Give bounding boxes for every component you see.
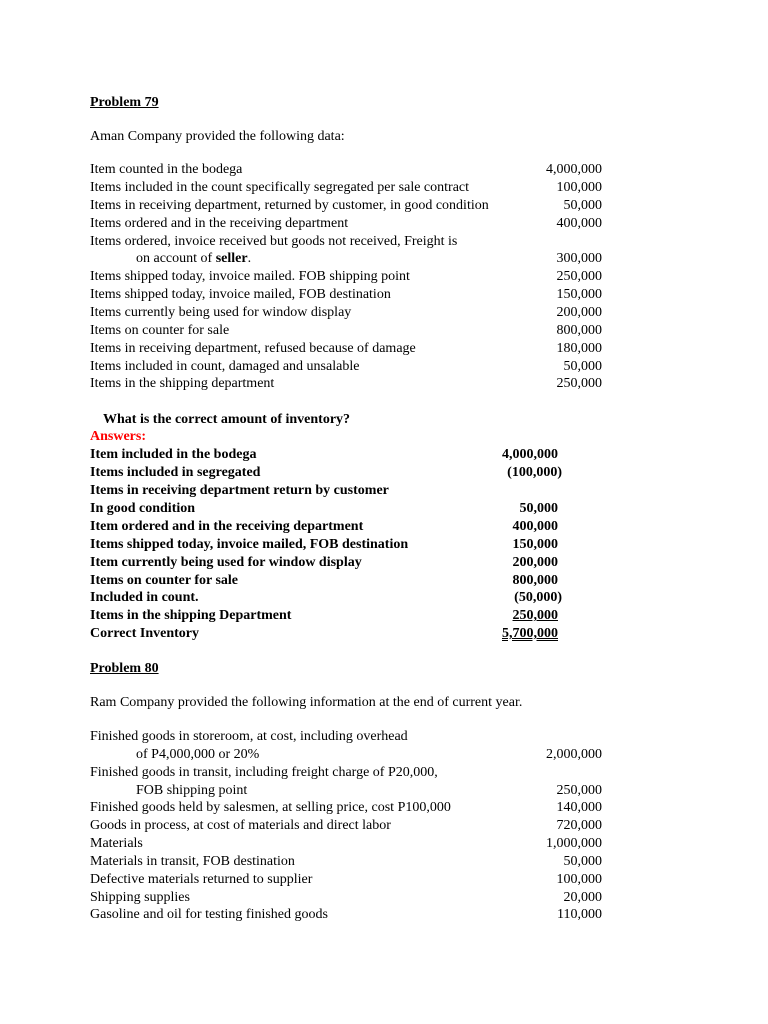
p79-item-value: 4,000,000 <box>546 162 602 177</box>
p80-item-value: 20,000 <box>563 890 602 905</box>
p80-item-value: 50,000 <box>563 854 602 869</box>
p79-item-label <box>136 250 251 268</box>
p80-item-label: Defective materials returned to supplier <box>90 872 313 887</box>
p80-item-label: Gasoline and oil for testing finished goods <box>90 907 328 922</box>
problem-79-title: Problem 79 <box>90 95 159 110</box>
answer-label: Items included in segregated <box>90 465 261 480</box>
answer-label: Items in receiving department return by customer <box>90 483 389 498</box>
p80-item-value: 1,000,000 <box>546 836 602 851</box>
p79-item-value: 250,000 <box>556 376 602 391</box>
p79-item-label: Items in receiving department, returned by customer, in good condition <box>90 198 489 213</box>
p79-item-value: 400,000 <box>556 216 602 231</box>
p79-item-label: Items ordered and in the receiving department <box>90 216 349 231</box>
p79-item-label: Items in the shipping department <box>90 376 275 391</box>
p79-item-label: Items in receiving department, refused because of damage <box>90 341 416 356</box>
p80-item-label: of P4,000,000 or 20% <box>136 747 260 762</box>
p79-item-label: Item counted in the bodega <box>90 162 243 177</box>
answer-value: 4,000,000 <box>502 447 558 462</box>
p79-item-label: Items shipped today, invoice mailed. FOB shipping point <box>90 269 410 284</box>
p79-item-label: Items shipped today, invoice mailed, FOB destination <box>90 287 391 302</box>
p80-item-value: 110,000 <box>557 907 602 922</box>
p79-item-value: 50,000 <box>563 198 602 213</box>
answer-value: (50,000) <box>514 590 562 605</box>
p79-item-label: Items currently being used for window display <box>90 305 352 320</box>
answer-value: 200,000 <box>512 555 558 570</box>
p80-item-label: Finished goods in transit, including freight charge of P20,000, <box>90 765 438 780</box>
p80-item-label: Finished goods in storeroom, at cost, including overhead <box>90 729 408 744</box>
p79-item-value: 200,000 <box>556 305 602 320</box>
answer-value: 50,000 <box>519 501 558 516</box>
answer-label: Items on counter for sale <box>90 573 239 588</box>
p80-item-label: Materials <box>90 836 143 851</box>
p79-item-label: Items on counter for sale <box>90 323 230 338</box>
p80-item-value: 720,000 <box>556 818 602 833</box>
problem-79-question: What is the correct amount of inventory? <box>103 412 351 427</box>
p80-item-value: 140,000 <box>556 800 602 815</box>
p80-item-label: Shipping supplies <box>90 890 190 905</box>
correct-inventory-value: 5,700,000 <box>502 626 558 641</box>
correct-inventory-label: Correct Inventory <box>90 626 199 641</box>
answer-label: Items shipped today, invoice mailed, FOB destination <box>90 537 409 552</box>
answer-value: 800,000 <box>512 573 558 588</box>
p79-item-value: 800,000 <box>556 323 602 338</box>
p80-item-label: Finished goods held by salesmen, at selling price, cost P100,000 <box>90 800 451 815</box>
p79-item-value: 180,000 <box>556 341 602 356</box>
p79-item-value: 100,000 <box>556 180 602 195</box>
p79-item-value: 250,000 <box>556 269 602 284</box>
p80-item-value: 2,000,000 <box>546 747 602 762</box>
p80-item-value: 250,000 <box>556 783 602 798</box>
p79-item-label: Items included in count, damaged and unsalable <box>90 359 360 374</box>
answer-value: 250,000 <box>512 608 558 623</box>
answer-label: Item ordered and in the receiving department <box>90 519 364 534</box>
answer-label: Item currently being used for window display <box>90 555 362 570</box>
p80-item-label: Goods in process, at cost of materials and direct labor <box>90 818 391 833</box>
problem-79-intro: Aman Company provided the following data: <box>90 129 345 144</box>
p79-item-label-post: . <box>247 251 252 266</box>
p79-item-label-pre: on account of <box>136 251 216 266</box>
answer-label: In good condition <box>90 501 196 516</box>
p80-item-label: FOB shipping point <box>136 783 248 798</box>
p79-item-label-seller: seller <box>215 251 248 266</box>
p80-item-value: 100,000 <box>556 872 602 887</box>
p80-item-label: Materials in transit, FOB destination <box>90 854 295 869</box>
problem-80-intro: Ram Company provided the following information at the end of current year. <box>90 695 523 710</box>
answer-value: (100,000) <box>507 465 562 480</box>
answer-value: 150,000 <box>512 537 558 552</box>
p79-item-label: Items included in the count specifically segregated per sale contract <box>90 180 470 195</box>
answer-label: Included in count. <box>90 590 199 605</box>
p79-item-label: Items ordered, invoice received but goods not received, Freight is <box>90 234 458 249</box>
answer-label: Items in the shipping Department <box>90 608 292 623</box>
answer-label: Item included in the bodega <box>90 447 257 462</box>
p79-item-value: 50,000 <box>563 359 602 374</box>
problem-80-title: Problem 80 <box>90 661 159 676</box>
p79-item-value: 300,000 <box>556 251 602 266</box>
answer-value: 400,000 <box>512 519 558 534</box>
answers-heading: Answers: <box>90 429 146 444</box>
p79-item-value: 150,000 <box>556 287 602 302</box>
